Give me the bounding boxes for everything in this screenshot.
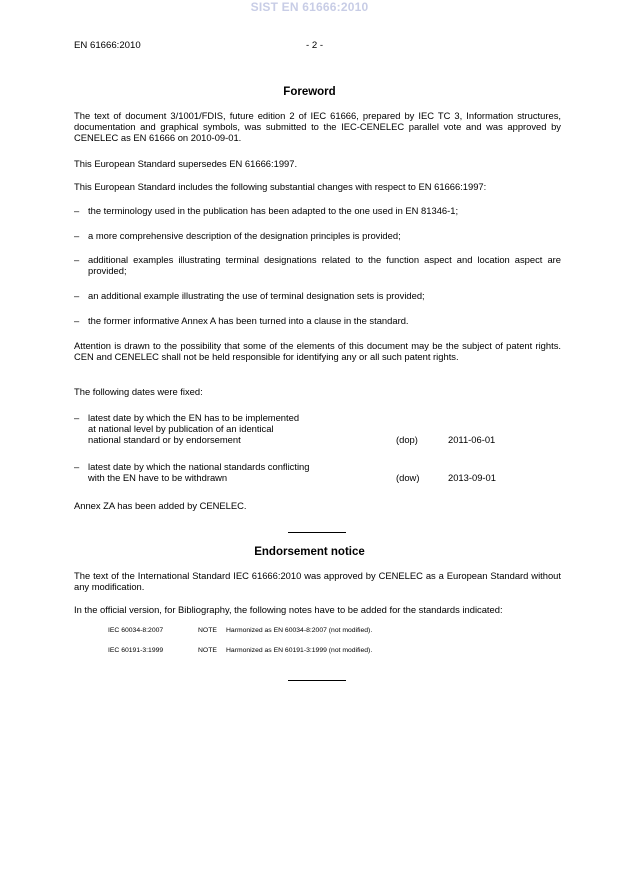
list-item [74,290,561,301]
list-item [74,254,561,276]
section-divider [288,680,346,681]
dash-bullet: – [74,315,80,326]
dash-bullet: – [74,205,80,216]
note-label: NOTE [198,627,217,634]
note-text: Harmonized as EN 60191-3:1999 (not modified). [226,647,373,654]
change-text: additional examples illustrating terminal designations related to the function aspect and location aspect are provided; [88,254,561,276]
note-standard: IEC 60191-3:1999 [108,647,164,654]
change-text: the terminology used in the publication has been adapted to the one used in EN 81346-1; [88,205,459,216]
dash-bullet: – [74,230,80,241]
list-item [74,230,561,241]
foreword-title: Foreword [283,86,336,98]
section-divider [288,532,346,533]
endorsement-paragraph-1: The text of the International Standard IEC 61666:2010 was approved by CENELEC as a European Standard without any modification. [74,570,561,592]
change-text: the former informative Annex A has been turned into a clause in the standard. [88,315,409,326]
endorsement-title: Endorsement notice [254,546,365,558]
foreword-paragraph-4: Attention is drawn to the possibility that some of the elements of this document may be the subject of patent rights. CEN and CENELEC shall not be held responsible for identifying any or all such patent rights. [74,340,561,362]
endorsement-paragraph-2: In the official version, for Bibliography, the following notes have to be added for the standards indicated: [74,604,503,615]
date-value: 2013-09-01 [448,472,496,483]
dash-bullet: – [74,461,80,472]
dash-bullet: – [74,254,80,265]
foreword-paragraph-5: The following dates were fixed: [74,386,203,397]
header-page-number: - 2 - [306,40,324,51]
date-description-line: at national level by publication of an identical [88,423,274,434]
date-description [88,412,388,445]
foreword-paragraph-1: The text of document 3/1001/FDIS, future edition 2 of IEC 61666, prepared by IEC TC 3, Information structures, documentation and graphical symbols, was submitted to the IEC-CENELEC parallel vote and was approved by CENELEC as EN 61666 on 2010-09-01. [74,110,561,143]
change-text: an additional example illustrating the use of terminal designation sets is provided; [88,290,425,301]
note-label: NOTE [198,647,217,654]
date-value: 2011-06-01 [448,434,496,445]
foreword-paragraph-2: This European Standard supersedes EN 61666:1997. [74,158,298,169]
note-text: Harmonized as EN 60034-8:2007 (not modified). [226,627,373,634]
change-text: a more comprehensive description of the designation principles is provided; [88,230,401,241]
date-code: (dop) [396,434,418,445]
date-description [88,461,388,483]
date-item-dop [74,412,561,446]
dash-bullet: – [74,412,80,423]
dash-bullet: – [74,290,80,301]
list-item [74,205,561,216]
date-item-dow [74,461,561,485]
date-description-line: with the EN have to be withdrawn [88,472,228,483]
note-standard: IEC 60034-8:2007 [108,627,164,634]
header-doc-id: EN 61666:2010 [74,40,141,51]
date-description-line: national standard or by endorsement [88,434,241,445]
list-item [74,315,561,326]
foreword-paragraph-3: This European Standard includes the following substantial changes with respect to EN 61666:1997: [74,181,487,192]
foreword-paragraph-6: Annex ZA has been added by CENELEC. [74,500,247,511]
date-description-line: latest date by which the EN has to be implemented [88,412,300,423]
watermark: SIST EN 61666:2010 [250,0,369,14]
date-code: (dow) [396,472,420,483]
date-description-line: latest date by which the national standards conflicting [88,461,310,472]
